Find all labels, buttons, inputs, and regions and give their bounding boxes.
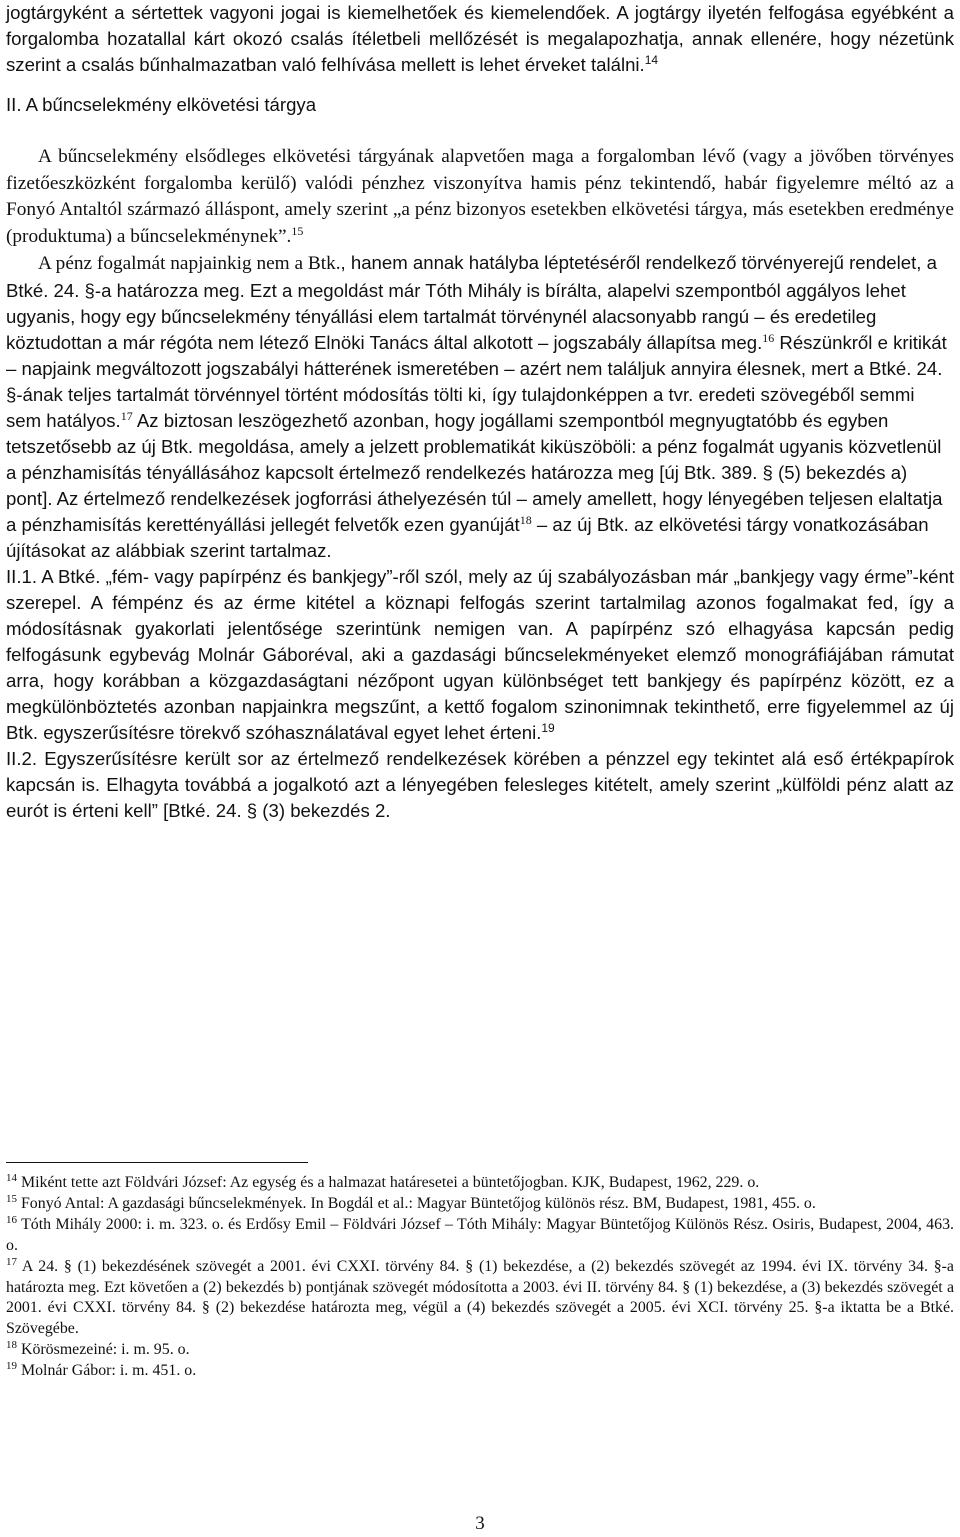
paragraph-1 (6, 144, 954, 250)
paragraph-2-text-a: A pénz fogalmát napjainkig nem a Btk. (38, 253, 341, 275)
paragraph-2 (6, 250, 954, 564)
footnote-text: Molnár Gábor: i. m. 451. o. (17, 1362, 197, 1380)
paragraph-2-text-b: , hanem annak hatályba léptetéséről rendelkező törvényerejű rendelet, a Btké. 24. §-a határozza meg. (6, 252, 937, 301)
footnote-17 (6, 1257, 954, 1341)
footnote-15 (6, 1194, 954, 1215)
footnote-divider (6, 1162, 308, 1163)
paragraph-2-text-f: – az új Btk. az elkövetési tárgy vonatkozásában újításokat az alábbiak szerint tartalmaz. (6, 513, 929, 561)
footnote-ref-15[interactable]: 15 (291, 223, 304, 238)
footnote-19 (6, 1361, 954, 1382)
footnote-number: 14 (6, 1172, 17, 1184)
paragraph-1-text: A bűncselekmény elsődleges elkövetési tárgyának alapvetően maga a forgalomban lévő (vagy a jövőben törvényes fizetőeszközként forgalomba kerülő) valódi pénzhez viszonyítva hamis pénz tekintendő, habár figyelemre méltó az a Fonyó Antaltól származó álláspont, amely szerint „a pénz bizonyos esetekben elkövetési tárgya, más esetekben eredménye (produktuma) a bűncselekménynek”. (6, 146, 954, 247)
footnote-ref-14[interactable]: 14 (644, 53, 659, 67)
intro-paragraph (6, 0, 954, 78)
paragraph-3-text: II.1. A Btké. „fém- vagy papírpénz és bankjegy”-ről szól, mely az új szabályozásban már „bankjegy vagy érme”-ként szerepel. A fémpénz és az érme kitétel a köznapi felfogás szerint tartalmilag azonos fogalmakat fed, így a módosításnak gyakorlati jelentősége szerintünk nemigen van. A papírpénz szó elhagyása kapcsán pedig felfogásunk egybevág Molnár Gáboréval, aki a gazdasági bűncselekményeket elemző monográfiájában rámutat arra, hogy korábban a közgazdaságtani nézőpont ugyan különbséget tett bankjegy és papírpénz között, ez a megkülönböztetés azonban napjainkra megszűnt, a kettő fogalom szinonimnak tekinthető, erre figyelemmel az új Btk. egyszerűsítésre törekvő szóhasználatával egyet lehet érteni. (6, 565, 954, 743)
footnote-18 (6, 1340, 954, 1361)
footnote-16 (6, 1215, 954, 1257)
footnote-text: Körösmezeiné: i. m. 95. o. (17, 1341, 190, 1359)
footnote-ref-19[interactable]: 19 (541, 720, 555, 735)
footnote-text: Fonyó Antal: A gazdasági bűncselekmények. In Bogdál et al.: Magyar Büntetőjog különös rész. BM, Budapest, 1981, 455. o. (17, 1194, 816, 1212)
intro-text: jogtárgyként a sértettek vagyoni jogai is kiemelhetőek és kiemelendőek. A jogtárgy ilyetén felfogása egyébként a forgalomba hozatallal kárt okozó csalás ítéletbeli mellőzését is megalapozhatja, annak ellenére, hogy nézetünk szerint a csalás bűnhalmazatban való felhívása mellett is lehet érveket találni. (6, 2, 954, 75)
footnote-number: 15 (6, 1192, 17, 1205)
paragraph-2-text-c: Ezt a megoldást már Tóth Mihály is bírálta, alapelvi szempontból aggályos lehet ugyanis, hogy egy bűncselekmény tényállási elem tartalmát törvénynél alacsonyabb rangú – és eredetileg köztudottan a már régóta nem létező Elnöki Tanács által alkotott – jogszabály állapítsa meg. (6, 279, 906, 353)
paragraph-3 (6, 564, 954, 746)
paragraph-4: II.2. Egyszerűsítésre került sor az értelmező rendelkezések körében a pénzzel egy tekintet alá eső értékpapírok kapcsán is. Elhagyta továbbá a jogalkotó azt a lényegében felesleges kitételt, amely szerint „külföldi pénz alatt az eurót is érteni kell” [Btké. 24. § (3) bekezdés 2. (6, 747, 954, 821)
footnote-text: A 24. § (1) bekezdésének szövegét a 2001. évi CXXI. törvény 84. § (1) bekezdése, a (2) bekezdés szövegét az 1994. évi IX. törvény 34. §-a határozta meg. Ezt követően a (2) bekezdés b) pontjának szövegét módosította a 2003. évi II. törvény 84. § (1) bekezdése, a (3) bekezdés szövegét a 2001. évi CXXI. törvény 84. § (2) bekezdése határozta meg, végül a (4) bekezdés szövegét a 2005. évi XCI. törvény 25. §-a iktatta be a Btké. Szövegébe. (6, 1257, 954, 1338)
footnote-number: 18 (6, 1339, 17, 1352)
footnote-text: Tóth Mihály 2000: i. m. 323. o. és Erdősy Emil – Földvári József – Tóth Mihály: Magyar Büntetőjog Különös Rész. Osiris, Budapest, 2004, 463. o. (6, 1215, 954, 1254)
document-page (6, 0, 954, 1380)
footnote-text: Miként tette azt Földvári József: Az egység és a halmazat határesetei a büntetőjogban. KJK, Budapest, 1962, 229. o. (17, 1174, 760, 1191)
footnote-ref-18[interactable]: 18 (519, 512, 532, 527)
footnote-number: 17 (6, 1255, 17, 1268)
paragraph-2-text-d: Részünkről e kritikát – napjaink megváltozott jogszabályi hátterének ismeretében – azért nem találjuk annyira élesnek, mert a Btké. 24. §-ának teljes tartalmát törvénnyel történt módosítás tölti ki, így tulajdonképpen a tvr. eredeti szövegéből semmi sem hatályos. (6, 331, 947, 431)
footnote-14 (6, 1173, 954, 1194)
footnote-number: 19 (6, 1360, 17, 1373)
footnotes (6, 1173, 954, 1382)
footnote-ref-17[interactable]: 17 (120, 408, 133, 423)
page-number: 3 (475, 1513, 485, 1534)
footnote-number: 16 (6, 1213, 17, 1226)
footnote-ref-16[interactable]: 16 (762, 330, 775, 345)
section-heading: II. A bűncselekmény elkövetési tárgya (6, 94, 317, 115)
paragraph-2-text-e: Az biztosan leszögezhető azonban, hogy jogállami szempontból megnyugtatóbb és egyben tetszetősebb az új Btk. megoldása, amely a jelzett problematikát kiküszöböli: a pénz fogalmát ugyanis közvetlenül a pénzhamisítás tényállásához kapcsolt értelmező rendelkezés határozza meg [új Btk. 389. § (5) bekezdés a) pont]. Az értelmező rendelkezések jogforrási áthelyezésén túl – amely amellett, hogy lényegében teljesen elaltatja a pénzhamisítás kerettényállási jellegét felvetők ezen gyanúját (6, 409, 943, 535)
